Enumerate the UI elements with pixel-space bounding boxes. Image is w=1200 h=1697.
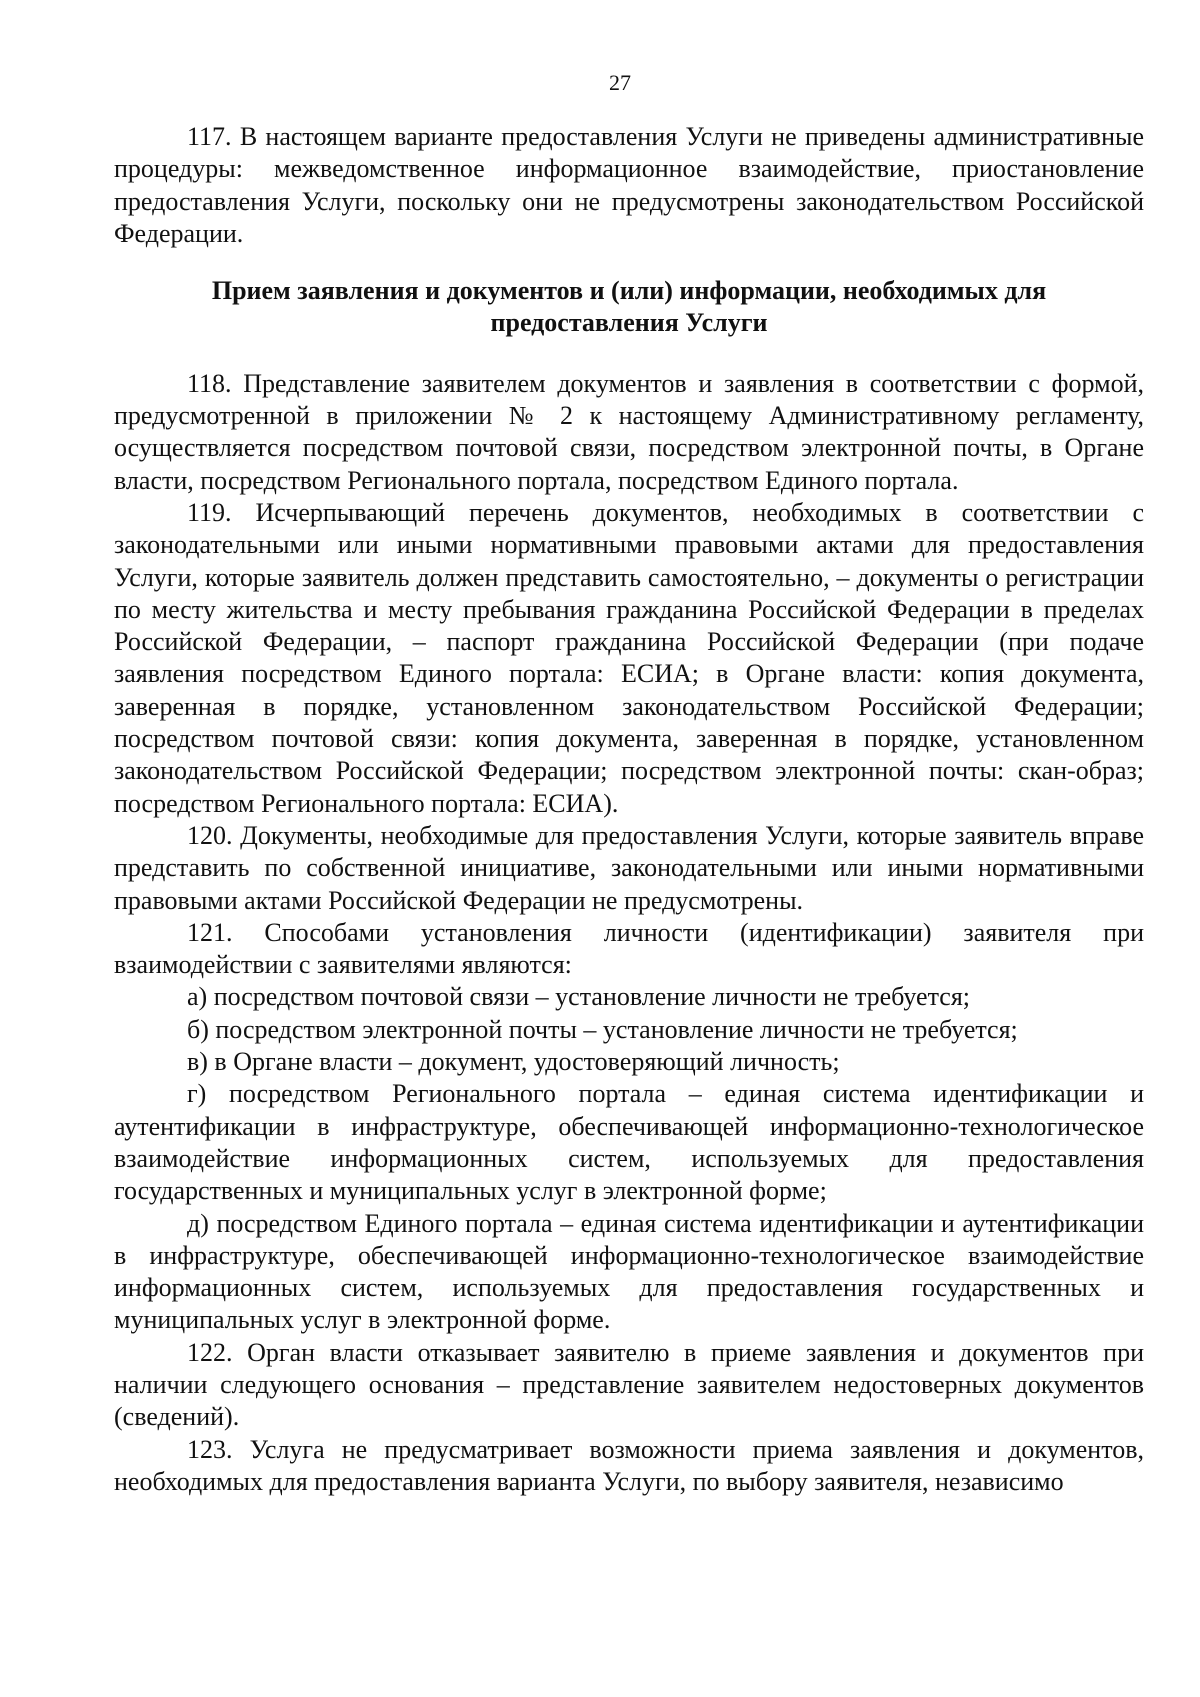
- paragraph-123: 123. Услуга не предусматривает возможности приема заявления и документов, необходимых для предоставления варианта Услуги, по выбору заявителя, независимо: [114, 1434, 1144, 1496]
- page-number: 27: [609, 70, 631, 95]
- paragraph-118: 118. Представление заявителем документов и заявления в соответствии с формой, предусмотренной в приложении № 2 к настоящему Административному регламенту, осуществляется посредством почтовой связи, посредством электронной почты, в Органе власти, посредством Регионального портала, посредством Единого портала.: [114, 368, 1144, 495]
- list-item-a: а) посредством почтовой связи – установление личности не требуется;: [187, 982, 970, 1012]
- section-heading-line-1: Прием заявления и документов и (или) информации, необходимых для: [211, 276, 1047, 306]
- paragraph-117: 117. В настоящем варианте предоставления Услуги не приведены административные процедуры: межведомственное информационное взаимодействие, приостановление предоставления Услуги, поскольку они не предусмотрены законодательством Российской Федерации.: [114, 122, 1144, 248]
- document-body: [114, 121, 1144, 1498]
- paragraph-122: 122. Орган власти отказывает заявителю в приеме заявления и документов при наличии следующего основания – представление заявителем недостоверных документов (сведений).: [114, 1337, 1144, 1432]
- paragraph-119: 119. Исчерпывающий перечень документов, необходимых в соответствии с законодательными или иными нормативными правовыми актами для предоставления Услуги, которые заявитель должен представить самостоятельно, – документы о регистрации по месту жительства и месту пребывания гражданина Российской Федерации в пределах Российской Федерации, – паспорт гражданина Российской Федерации (при подаче заявления посредством Единого портала: ЕСИА; в Органе власти: копия документа, заверенная в порядке, установленном законодательством Российской Федерации; посредством почтовой связи: копия документа, заверенная в порядке, установленном законодательством Российской Федерации; посредством электронной почты: скан-образ; посредством Регионального портала: ЕСИА).: [114, 497, 1144, 818]
- paragraph-121: 121. Способами установления личности (идентификации) заявителя при взаимодействии с заявителями являются:: [114, 917, 1144, 980]
- list-item-d: д) посредством Единого портала – единая система идентификации и аутентификации в инфраструктуре, обеспечивающей информационно-технологическое взаимодействие информационных систем, используемых для предоставления государственных и муниципальных услуг в электронной форме.: [114, 1208, 1144, 1335]
- section-heading: [114, 275, 1144, 340]
- list-item-v: в) в Органе власти – документ, удостоверяющий личность;: [187, 1047, 840, 1077]
- list-item-b: б) посредством электронной почты – установление личности не требуется;: [187, 1014, 1018, 1044]
- section-heading-line-2: предоставления Услуги: [490, 308, 768, 338]
- paragraph-120: 120. Документы, необходимые для предоставления Услуги, которые заявитель вправе представить по собственной инициативе, законодательными или иными нормативными правовыми актами Российской Федерации не предусмотрены.: [114, 820, 1144, 915]
- list-item-g: г) посредством Регионального портала – единая система идентификации и аутентификации в инфраструктуре, обеспечивающей информационно-технологическое взаимодействие информационных систем, используемых для предоставления государственных и муниципальных услуг в электронной форме;: [114, 1079, 1144, 1206]
